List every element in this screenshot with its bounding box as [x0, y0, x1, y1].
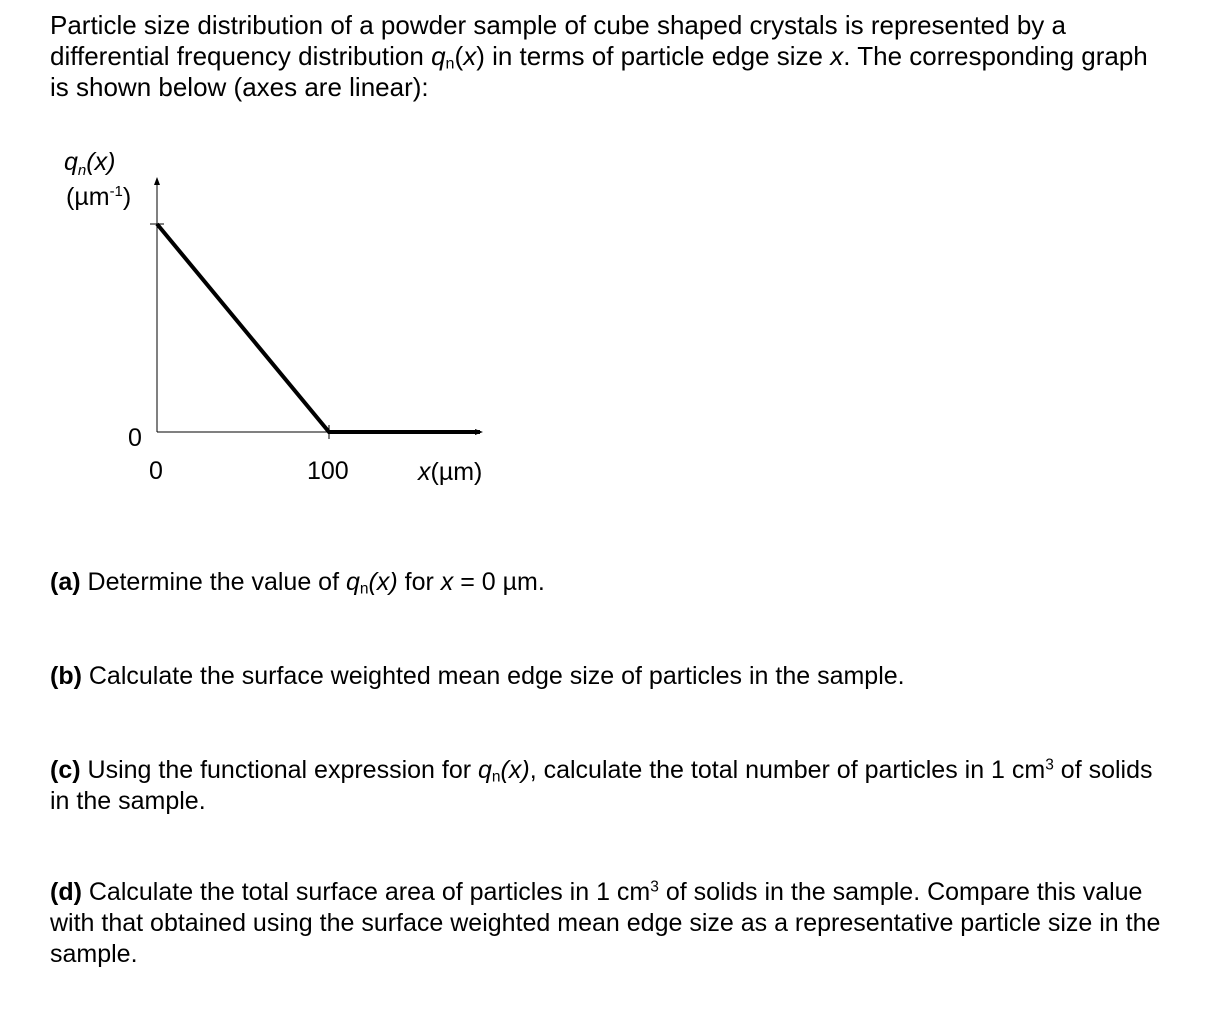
y-axis-label-line2: (µm$^{-1}$): [66, 183, 132, 211]
question-c-q-symbol: q: [478, 756, 492, 784]
question-b-label: (b): [50, 662, 82, 690]
question-a-text2: for: [397, 568, 441, 596]
question-a-x-expr: (x): [368, 568, 398, 596]
question-c-text3: of solids in the sample.: [50, 756, 1153, 815]
question-c-text1: Using the functional expression for: [80, 756, 478, 784]
intro-paren-close: ): [476, 41, 485, 71]
question-c: [50, 755, 1170, 817]
intro-part1: Particle size distribution of a powder sample of cube shaped crystals is represented by a differential frequency distribution: [50, 10, 1066, 71]
question-d-label: (d): [50, 878, 82, 906]
x-tick-label-100: 100: [307, 457, 349, 485]
question-a-x-symbol: x: [440, 568, 454, 596]
question-b-text: Calculate the surface weighted mean edge size of particles in the sample.: [81, 662, 905, 690]
question-d-text1: Calculate the total surface area of particles in 1 cm: [81, 878, 651, 906]
intro-part2: in terms of particle edge size: [484, 41, 831, 71]
question-a-text3: = 0 µm.: [453, 568, 545, 596]
distribution-line: [157, 224, 480, 432]
question-a-q-symbol: q: [345, 568, 360, 596]
intro-paren-open: (: [454, 41, 464, 71]
intro-part3: . The corresponding graph is shown below (axes are linear):: [50, 41, 1148, 102]
question-d-exponent: 3: [650, 878, 659, 896]
question-c-exponent: 3: [1045, 756, 1054, 774]
question-d: [50, 877, 1170, 970]
question-a-text1: Determine the value of: [80, 568, 346, 596]
question-c-x-expr: (x): [500, 756, 530, 784]
question-c-label: (c): [50, 756, 81, 784]
question-a-label: (a): [50, 568, 81, 596]
question-d-text2: of solids in the sample. Compare this value with that obtained using the surface weighted mean edge size as a representative particle size in the sample.: [50, 878, 1161, 968]
intro-x-symbol: x: [463, 41, 477, 71]
question-c-text2: , calculate the total number of particles in 1 cm: [529, 756, 1046, 784]
question-b: [50, 661, 1170, 692]
y-tick-label-0: 0: [128, 424, 142, 452]
question-c-n-subscript: n: [491, 768, 501, 786]
x-tick-label-0: 0: [149, 457, 163, 485]
question-a: [50, 567, 1170, 598]
question-a-n-subscript: n: [359, 580, 369, 598]
y-axis-label-line1: $q_n(x)$: [64, 148, 116, 179]
intro-x2-symbol: x: [830, 41, 844, 71]
intro-q-symbol: q: [431, 41, 446, 71]
x-axis-label: x(µm): [418, 458, 483, 486]
intro-n-subscript: n: [445, 54, 455, 73]
